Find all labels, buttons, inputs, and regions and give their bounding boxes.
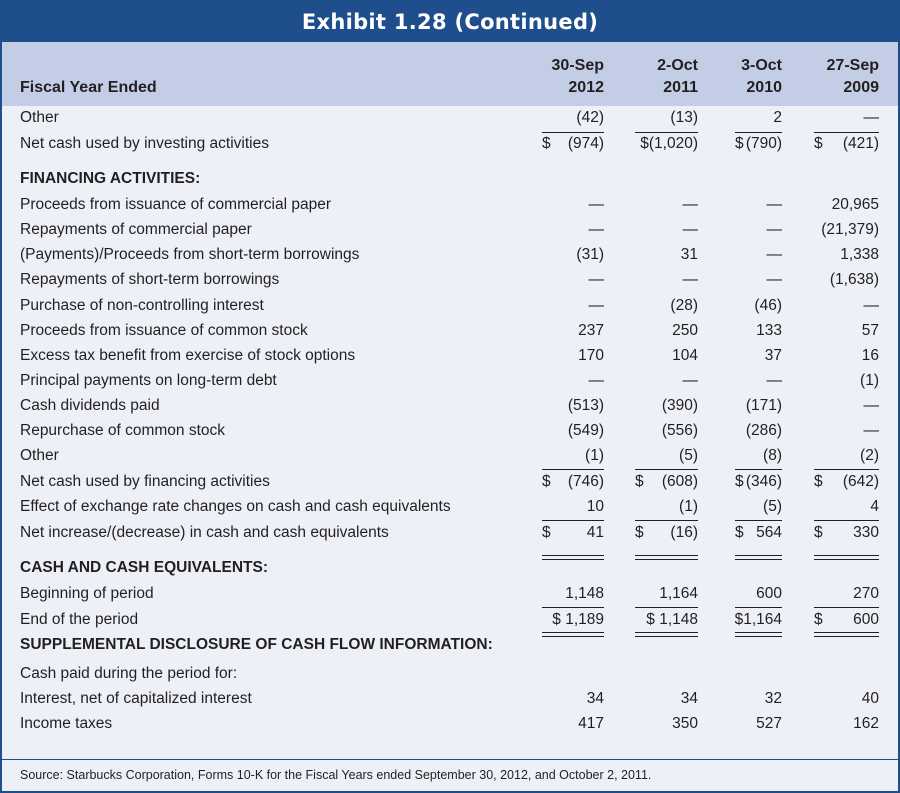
table-cell: — [863,109,879,126]
table-cell: — [682,221,698,238]
row-label: Other [20,109,59,126]
col-header-2011-date: 2-Oct [657,57,698,74]
table-cell: (2) [860,447,879,464]
row-label: Income taxes [20,715,113,732]
table-cell: (790) [745,135,782,152]
section-heading: SUPPLEMENTAL DISCLOSURE OF CASH FLOW INFORMATION: [20,636,493,653]
table-cell: 4 [870,498,879,515]
subtotal-rule [635,132,698,133]
table-cell: 133 [756,322,782,339]
row-label: Net increase/(decrease) in cash and cash equivalents [20,524,389,541]
table-cell: 41 [586,524,604,541]
subtotal-rule [814,607,879,608]
table-cell: 162 [853,715,879,732]
table-cell: — [588,221,604,238]
table-cell: 600 [756,585,782,602]
table-cell: (13) [670,109,698,126]
table-cell: $1,164 [734,611,782,628]
subtotal-rule [814,132,879,133]
table-cell: (642) [842,473,879,490]
row-label: Repurchase of common stock [20,422,226,439]
table-cell: (21,379) [821,221,879,238]
table-cell: 250 [672,322,698,339]
subtotal-rule [735,469,782,470]
subtotal-rule [542,520,604,521]
table-header [2,42,898,106]
table-cell: 34 [680,690,698,707]
row-label: Excess tax benefit from exercise of stock options [20,347,356,364]
dollar-sign: $ [635,524,644,541]
row-label: Cash paid during the period for: [20,665,238,682]
total-double-rule [635,632,698,637]
row-label: Interest, net of capitalized interest [20,690,252,707]
subtotal-rule [542,132,604,133]
table-cell: 237 [578,322,604,339]
table-cell: — [766,196,782,213]
table-cell: (746) [567,473,604,490]
table-cell: $(1,020) [640,135,698,152]
subtotal-rule [635,520,698,521]
dollar-sign: $ [814,473,823,490]
table-cell: 270 [853,585,879,602]
source-divider [2,759,898,760]
row-label: Beginning of period [20,585,154,602]
table-cell: (346) [745,473,782,490]
table-cell: — [588,372,604,389]
subtotal-rule [735,132,782,133]
table-cell: (42) [576,109,604,126]
table-cell: (5) [763,498,782,515]
row-label: Net cash used by investing activities [20,135,269,152]
table-cell: (608) [661,473,698,490]
row-label: Other [20,447,59,464]
total-double-rule [635,555,698,560]
row-label: Effect of exchange rate changes on cash and cash equivalents [20,498,451,515]
col-header-2009-year: 2009 [843,79,879,96]
total-double-rule [814,555,879,560]
table-cell: — [863,297,879,314]
total-double-rule [814,632,879,637]
row-label: Repayments of commercial paper [20,221,252,238]
table-cell: — [766,372,782,389]
table-cell: (421) [842,135,879,152]
table-cell: $ 1,189 [552,611,604,628]
row-label: Net cash used by financing activities [20,473,270,490]
dollar-sign: $ [542,524,551,541]
table-cell: 417 [578,715,604,732]
row-label: Proceeds from issuance of common stock [20,322,308,339]
table-cell: (286) [745,422,782,439]
table-cell: (5) [679,447,698,464]
table-cell: — [588,297,604,314]
table-cell: — [766,221,782,238]
table-cell: (46) [754,297,782,314]
row-label: Cash dividends paid [20,397,160,414]
col-header-2012-date: 30-Sep [551,57,604,74]
col-header-2012-year: 2012 [568,79,604,96]
table-cell: 350 [672,715,698,732]
table-cell: (513) [567,397,604,414]
table-cell: 37 [764,347,782,364]
total-double-rule [735,632,782,637]
row-label: Purchase of non-controlling interest [20,297,264,314]
dollar-sign: $ [542,473,551,490]
dollar-sign: $ [735,135,744,152]
table-cell: 57 [861,322,879,339]
subtotal-rule [814,469,879,470]
dollar-sign: $ [814,524,823,541]
table-cell: (1,638) [829,271,879,288]
table-cell: (28) [670,297,698,314]
dollar-sign: $ [542,135,551,152]
subtotal-rule [735,607,782,608]
table-cell: — [682,271,698,288]
row-label: Repayments of short-term borrowings [20,271,280,288]
table-cell: 170 [578,347,604,364]
col-header-2010-date: 3-Oct [741,57,782,74]
table-cell: 1,148 [565,585,604,602]
table-cell: (974) [567,135,604,152]
table-cell: 16 [861,347,879,364]
dollar-sign: $ [735,524,744,541]
table-cell: 34 [586,690,604,707]
table-cell: 2 [773,109,782,126]
table-cell: — [863,422,879,439]
table-cell: (1) [679,498,698,515]
table-cell: — [588,271,604,288]
col-header-2010-year: 2010 [746,79,782,96]
table-cell: 600 [853,611,879,628]
subtotal-rule [542,607,604,608]
section-heading: CASH AND CASH EQUIVALENTS: [20,559,269,576]
table-cell: 40 [861,690,879,707]
table-cell: (8) [763,447,782,464]
table-cell: (1) [860,372,879,389]
table-cell: (171) [745,397,782,414]
table-cell: 1,338 [840,246,879,263]
table-cell: (16) [670,524,698,541]
table-cell: — [766,246,782,263]
subtotal-rule [542,469,604,470]
table-cell: 104 [672,347,698,364]
exhibit-title: Exhibit 1.28 (Continued) [2,2,898,42]
table-cell: (549) [567,422,604,439]
table-cell: 10 [586,498,604,515]
table-cell: (556) [661,422,698,439]
subtotal-rule [814,520,879,521]
total-double-rule [542,632,604,637]
col-header-2011-year: 2011 [663,79,698,96]
table-cell: — [682,196,698,213]
table-cell: 564 [756,524,782,541]
table-cell: 32 [764,690,782,707]
table-cell: — [588,196,604,213]
table-cell: (390) [661,397,698,414]
table-cell: — [682,372,698,389]
fiscal-year-header: Fiscal Year Ended [20,79,157,96]
table-cell: (31) [576,246,604,263]
table-cell: 1,164 [659,585,698,602]
table-cell: — [863,397,879,414]
table-cell: (1) [585,447,604,464]
table-cell: 527 [756,715,782,732]
subtotal-rule [635,607,698,608]
total-double-rule [542,555,604,560]
dollar-sign: $ [814,135,823,152]
source-note: Source: Starbucks Corporation, Forms 10-K for the Fiscal Years ended September 30, 2012, and October 2, 2011. [20,768,652,782]
table-cell: 330 [853,524,879,541]
row-label: Proceeds from issuance of commercial paper [20,196,331,213]
dollar-sign: $ [814,611,823,628]
dollar-sign: $ [735,473,744,490]
row-label: Principal payments on long-term debt [20,372,277,389]
table-cell: 20,965 [831,196,879,213]
table-cell: — [766,271,782,288]
subtotal-rule [635,469,698,470]
table-cell: 31 [680,246,698,263]
subtotal-rule [735,520,782,521]
col-header-2009-date: 27-Sep [826,57,879,74]
row-label: End of the period [20,611,139,628]
section-heading: FINANCING ACTIVITIES: [20,170,201,187]
dollar-sign: $ [635,473,644,490]
table-cell: $ 1,148 [646,611,698,628]
row-label: (Payments)/Proceeds from short-term borrowings [20,246,360,263]
total-double-rule [735,555,782,560]
